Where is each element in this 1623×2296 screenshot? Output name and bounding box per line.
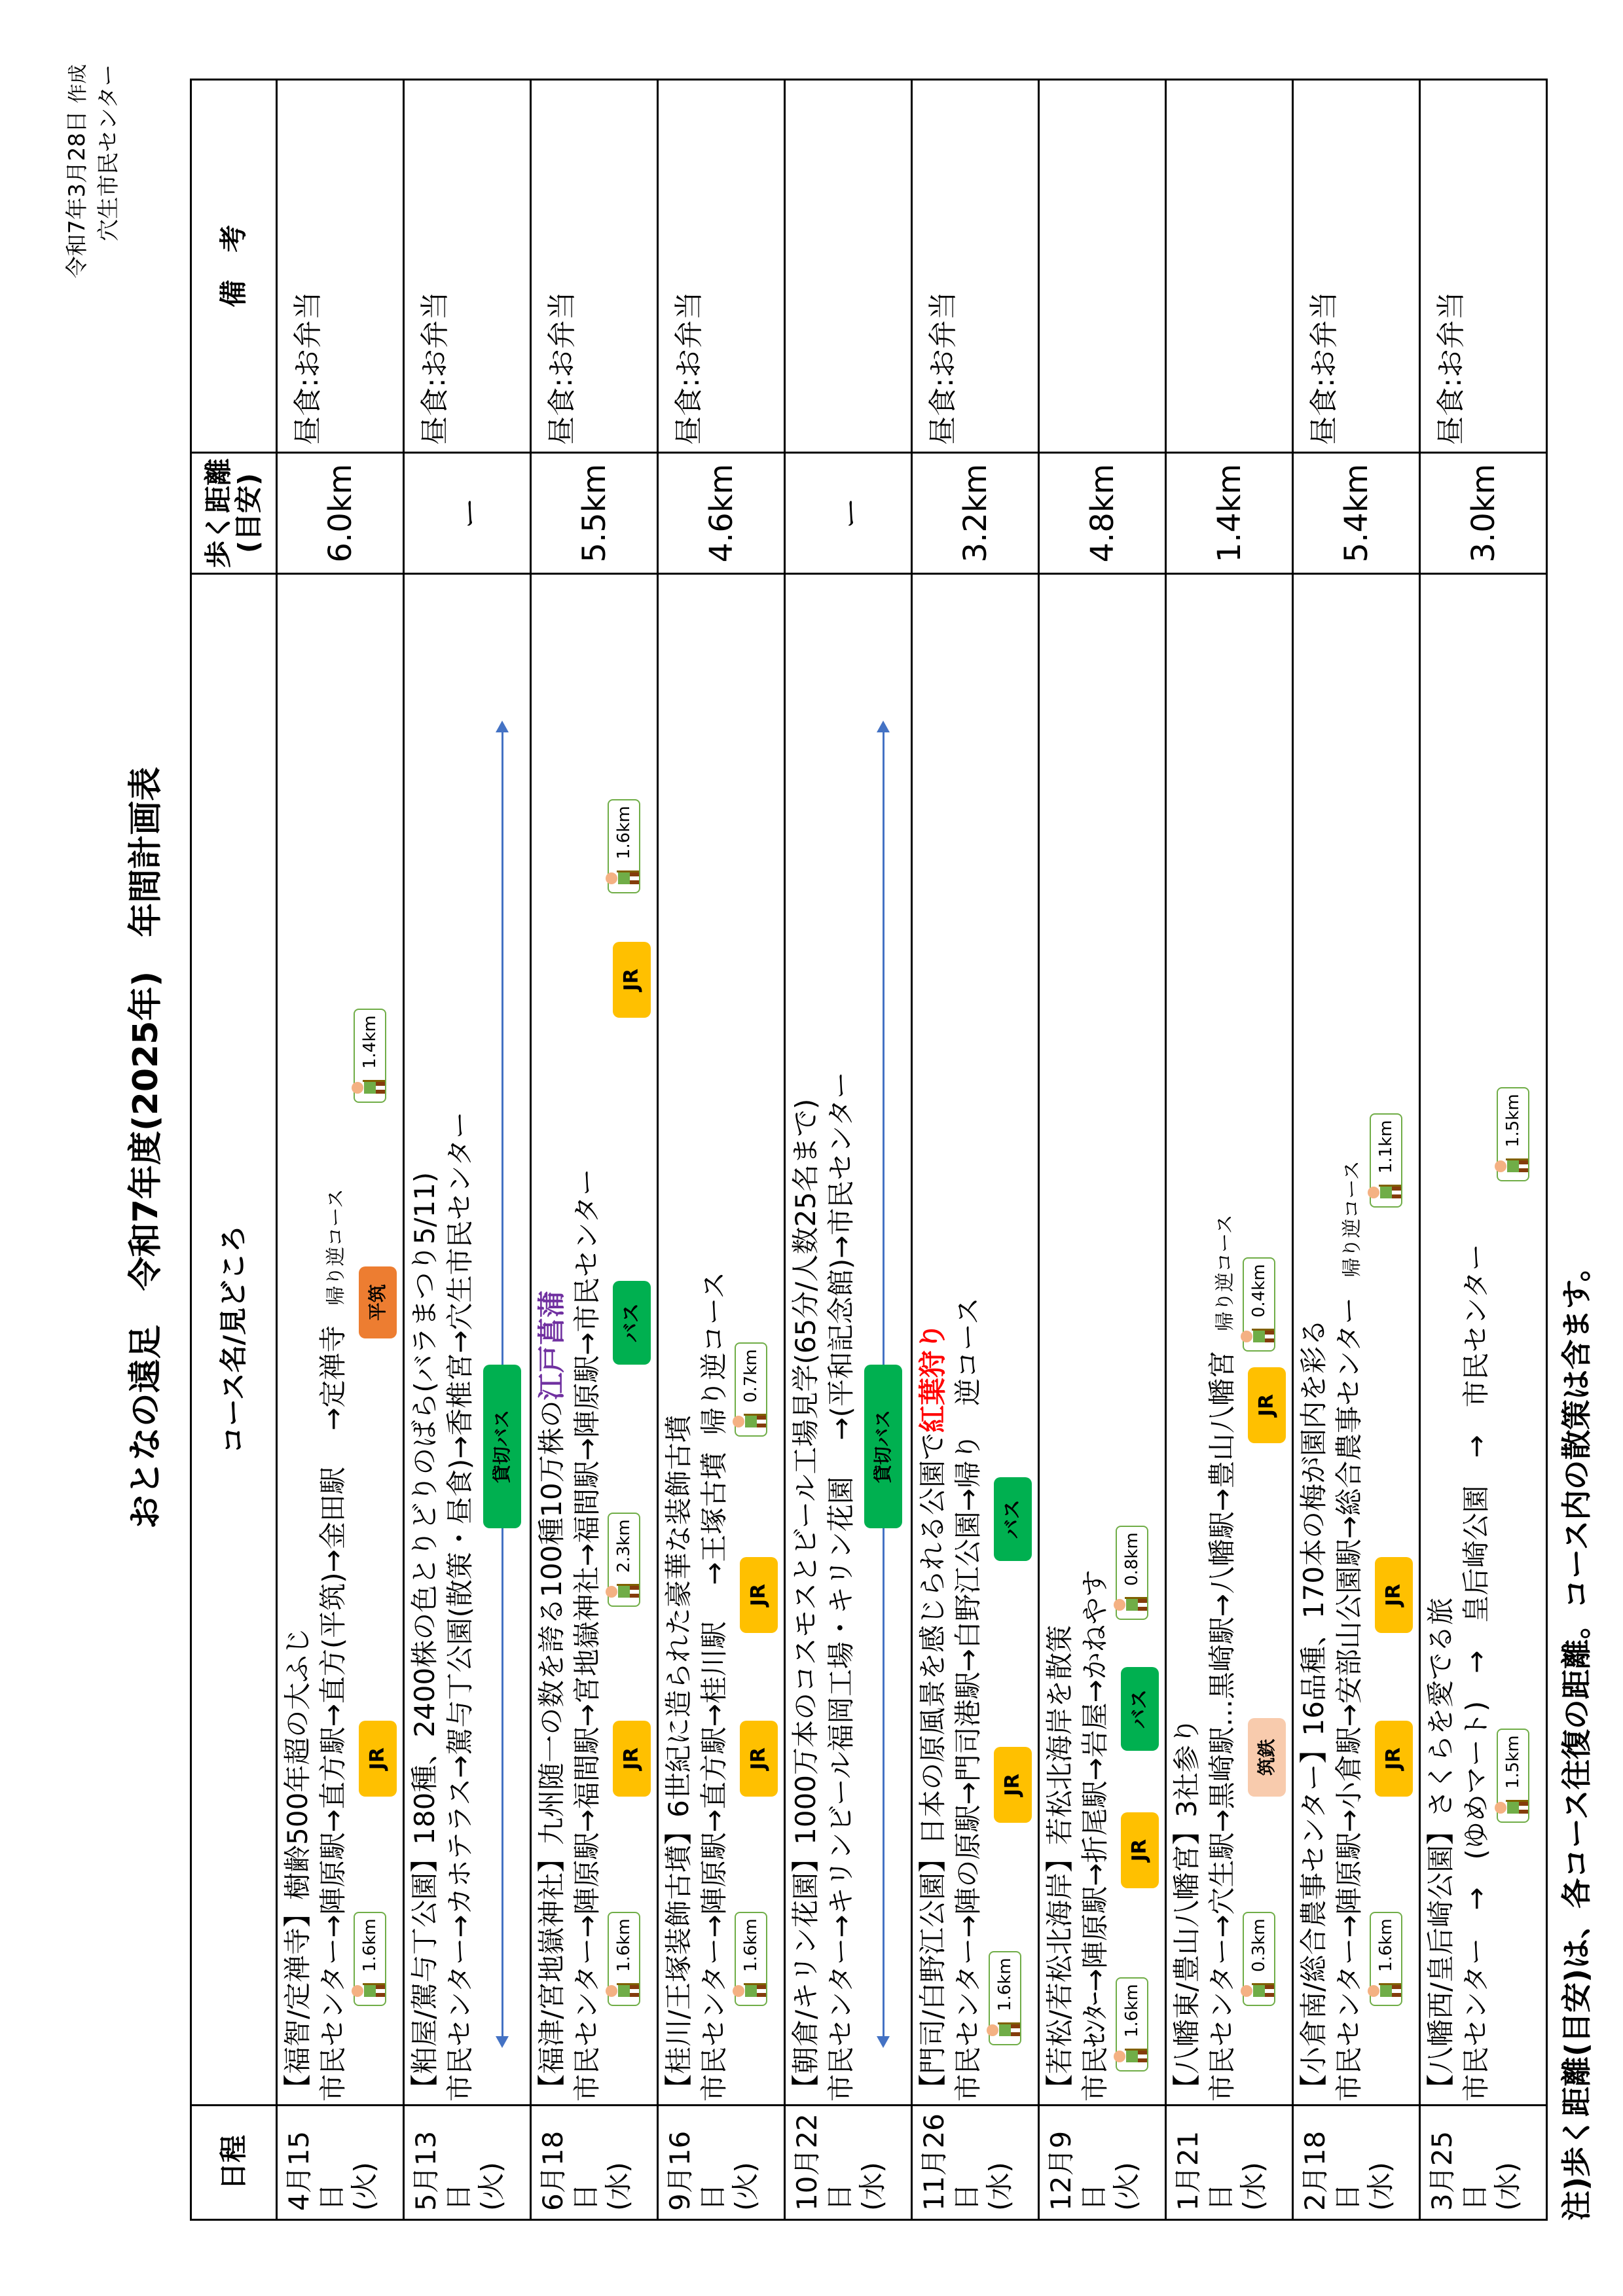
distance-cell: 5.5km bbox=[531, 453, 658, 574]
walk-distance-badge bbox=[735, 1912, 767, 2006]
bus-badge: バス bbox=[994, 1477, 1032, 1561]
date-cell bbox=[404, 2106, 531, 2220]
weekday-text: (火) bbox=[475, 2162, 507, 2211]
weekday-text: (火) bbox=[348, 2162, 380, 2211]
course-cell bbox=[785, 574, 912, 2106]
jr-badge: JR bbox=[613, 1721, 651, 1797]
distance-cell: 5.4km bbox=[1293, 453, 1420, 574]
page-title bbox=[118, 0, 167, 2296]
walk-distance-text: 1.5km bbox=[1503, 1735, 1523, 1789]
bus-badge: バス bbox=[1121, 1667, 1159, 1751]
note-cell: 昼食:お弁当 bbox=[1293, 80, 1420, 453]
jr-badge: JR bbox=[1375, 1721, 1413, 1797]
walk-distance-text: 1.6km bbox=[741, 1918, 761, 1972]
hiker-icon bbox=[604, 1976, 640, 2006]
walk-distance-badge bbox=[608, 1912, 640, 2006]
date-text: 1月21日 bbox=[1172, 2130, 1237, 2211]
title-part3: 年間計画表 bbox=[126, 766, 166, 937]
hiker-icon bbox=[604, 863, 640, 893]
hiker-icon bbox=[1112, 1590, 1148, 1620]
course-title-text: 【福津/宮地嶽神社】九州随一の数を誇る100種10万株の bbox=[536, 1400, 568, 2102]
walk-distance-badge bbox=[1243, 1912, 1275, 2006]
date-text: 12月9日 bbox=[1045, 2130, 1110, 2211]
walk-distance-text: 1.4km bbox=[360, 1015, 380, 1069]
course-title-text: 【門司/白野江公園】日本の原風景を感じられる公園で bbox=[917, 1432, 949, 2102]
weekday-text: (水) bbox=[983, 2162, 1015, 2211]
walk-distance-badge bbox=[608, 1513, 640, 1607]
date-text: 9月16日 bbox=[664, 2130, 729, 2211]
course-highlight: 紅葉狩り bbox=[917, 1322, 949, 1433]
course-return-note: 帰り逆コース bbox=[1341, 1160, 1364, 1278]
distance-cell: 4.6km bbox=[658, 453, 785, 574]
jr-badge: JR bbox=[740, 1721, 778, 1797]
chikutetsu-badge: 筑鉄 bbox=[1248, 1718, 1286, 1797]
date-cell bbox=[531, 2106, 658, 2220]
distance-cell: 6.0km bbox=[277, 453, 404, 574]
distance-cell: 4.8km bbox=[1039, 453, 1166, 574]
course-cell bbox=[1039, 574, 1166, 2106]
course-return-note: 帰り逆コース bbox=[325, 1189, 348, 1306]
table-row bbox=[531, 80, 658, 2220]
distance-cell: ー bbox=[785, 453, 912, 574]
date-cell bbox=[785, 2106, 912, 2220]
hiker-icon bbox=[1112, 2041, 1148, 2072]
course-route-text: 市民センター→穴生駅→黒崎駅…黒崎駅→八幡駅→豊山八幡宮 bbox=[1206, 1350, 1238, 2102]
header-distance-line1: 歩く距離 bbox=[202, 458, 234, 569]
walk-distance-text: 1.5km bbox=[1503, 1094, 1523, 1147]
title-part2: 令和7年度(2025年) bbox=[126, 971, 166, 1291]
table-row bbox=[1166, 80, 1293, 2220]
walk-distance-badge bbox=[735, 1342, 767, 1437]
hiker-icon bbox=[731, 1407, 767, 1437]
course-cell bbox=[1293, 574, 1420, 2106]
date-text: 6月18日 bbox=[537, 2130, 602, 2211]
course-cell bbox=[658, 574, 785, 2106]
header-row bbox=[191, 80, 277, 2220]
course-title: 【若松/若松北海岸】若松北海岸を散策 bbox=[1044, 1624, 1076, 2102]
weekday-text: (水) bbox=[602, 2162, 634, 2211]
jr-badge: JR bbox=[613, 942, 651, 1018]
hiker-icon bbox=[1493, 1151, 1529, 1181]
note-cell: 昼食:お弁当 bbox=[531, 80, 658, 453]
note-cell: 昼食:お弁当 bbox=[658, 80, 785, 453]
course-route-text: 市民センター→陣原駅→直方駅→桂川駅 →王塚古墳 bbox=[698, 1452, 730, 2102]
header-distance bbox=[191, 453, 277, 574]
date-cell bbox=[1293, 2106, 1420, 2220]
date-text: 11月26日 bbox=[918, 2113, 983, 2211]
hiker-icon bbox=[1239, 1321, 1275, 1352]
note-cell bbox=[1166, 80, 1293, 453]
course-route bbox=[1333, 1160, 1369, 2102]
walk-distance-text: 1.6km bbox=[1122, 1984, 1142, 2037]
course-title: 【粕屋/駕与丁公園】180種、2400株の色とりどりのばら(バラまつり5/11) bbox=[409, 1172, 441, 2102]
date-text: 10月22日 bbox=[791, 2113, 856, 2211]
course-route: 市民センター→キリンビール福岡工場・キリン花園 →(平和記念館)→市民センター bbox=[825, 1071, 857, 2102]
course-route-text: 市民センター→陣原駅→小倉駅→安部山公園駅→総合農事センター bbox=[1333, 1297, 1365, 2102]
course-cell bbox=[277, 574, 404, 2106]
walk-distance-badge bbox=[1370, 1912, 1402, 2006]
walk-distance-badge bbox=[1370, 1113, 1402, 1208]
course-return-note: 帰り逆コース bbox=[1214, 1214, 1237, 1331]
course-title: 【桂川/王塚装飾古墳】6世紀に造られた豪華な装飾古墳 bbox=[663, 1415, 695, 2102]
jr-badge: JR bbox=[359, 1721, 397, 1797]
date-cell bbox=[1420, 2106, 1547, 2220]
walk-distance-badge bbox=[1497, 1729, 1529, 1823]
walk-distance-badge bbox=[1116, 1526, 1148, 1620]
walk-distance-text: 2.3km bbox=[614, 1519, 634, 1573]
course-title: 【小倉南/総合農事センター】16品種、170本の梅が園内を彩る bbox=[1298, 1318, 1330, 2102]
walk-distance-badge bbox=[1243, 1257, 1275, 1352]
charter-bus-badge: 貸切バス bbox=[864, 1365, 902, 1528]
organization-name: 穴生市民センター bbox=[96, 64, 122, 242]
course-route-text: 市民センター→陣原駅→直方駅→直方(平筑)→金田駅 →定禅寺 bbox=[317, 1325, 349, 2102]
created-suffix: 作成 bbox=[67, 64, 90, 103]
table-row bbox=[1293, 80, 1420, 2220]
walk-distance-text: 1.6km bbox=[614, 806, 634, 859]
table-row bbox=[1039, 80, 1166, 2220]
title-part1: おとなの遠足 bbox=[126, 1325, 166, 1530]
walk-distance-text: 1.6km bbox=[614, 1918, 634, 1972]
walk-distance-text: 0.4km bbox=[1249, 1264, 1269, 1318]
walk-distance-text: 0.3km bbox=[1249, 1918, 1269, 1972]
weekday-text: (水) bbox=[1237, 2162, 1269, 2211]
walk-distance-badge bbox=[1116, 1977, 1148, 2072]
walk-distance-text: 0.8km bbox=[1122, 1532, 1142, 1586]
walk-distance-text: 1.6km bbox=[995, 1958, 1015, 2011]
footnote: 注)歩く距離(目安)は、各コース往復の距離。コース内の散策は含ます。 bbox=[1559, 1251, 1594, 2221]
weekday-text: (水) bbox=[1491, 2162, 1523, 2211]
charter-bus-badge: 貸切バス bbox=[483, 1365, 521, 1528]
walk-distance-badge bbox=[1497, 1087, 1529, 1181]
bus-badge: バス bbox=[613, 1281, 651, 1365]
author-block bbox=[62, 64, 124, 431]
table-row bbox=[912, 80, 1039, 2220]
note-cell bbox=[1039, 80, 1166, 453]
walk-distance-badge bbox=[354, 1009, 386, 1103]
header-notes: 備 考 bbox=[191, 80, 277, 453]
table-row bbox=[404, 80, 531, 2220]
jr-badge: JR bbox=[994, 1747, 1032, 1823]
course-route bbox=[317, 1189, 353, 2102]
hiker-icon bbox=[1493, 1793, 1529, 1823]
date-cell bbox=[1039, 2106, 1166, 2220]
walk-distance-badge bbox=[989, 1951, 1021, 2045]
distance-cell: 3.2km bbox=[912, 453, 1039, 574]
course-route: 市民ｾﾝﾀｰ→陣原駅→折尾駅→岩屋→かねやす bbox=[1079, 1570, 1111, 2102]
course-route bbox=[1206, 1214, 1242, 2102]
date-cell bbox=[277, 2106, 404, 2220]
table-row bbox=[1420, 80, 1547, 2220]
date-text: 5月13日 bbox=[410, 2130, 475, 2211]
course-route: 市民センター→カホテラス→駕与丁公園(散策・昼食)→香椎宮→穴生市民センター bbox=[444, 1111, 476, 2102]
note-cell: 昼食:お弁当 bbox=[912, 80, 1039, 453]
schedule-table bbox=[190, 79, 1548, 2221]
jr-badge: JR bbox=[1375, 1557, 1413, 1633]
date-text: 4月15日 bbox=[283, 2130, 348, 2211]
note-cell: 昼食:お弁当 bbox=[404, 80, 531, 453]
date-cell bbox=[1166, 2106, 1293, 2220]
course-highlight: 江戸菖蒲 bbox=[536, 1290, 568, 1401]
walk-distance-badge bbox=[608, 799, 640, 893]
hiker-icon bbox=[350, 1976, 386, 2006]
course-cell bbox=[531, 574, 658, 2106]
walk-distance-text: 1.1km bbox=[1376, 1120, 1396, 1174]
course-title: 【福智/定禅寺】樹齢500年超の大ふじ bbox=[282, 1627, 314, 2102]
course-title: 【八幡西/皇后崎公園】さくらを愛でる旅 bbox=[1425, 1597, 1457, 2102]
header-date: 日程 bbox=[191, 2106, 277, 2220]
hiker-icon bbox=[1239, 1976, 1275, 2006]
walk-distance-badge bbox=[354, 1912, 386, 2006]
date-text: 3月25日 bbox=[1426, 2130, 1491, 2211]
course-cell bbox=[404, 574, 531, 2106]
hiker-icon bbox=[985, 2015, 1021, 2045]
course-title: 【八幡東/豊山八幡宮】3社参り bbox=[1171, 1717, 1203, 2102]
course-title bbox=[917, 1323, 949, 2102]
note-cell bbox=[785, 80, 912, 453]
header-course: コース名/見どころ bbox=[191, 574, 277, 2106]
date-cell bbox=[912, 2106, 1039, 2220]
course-return-note: 帰り逆コース bbox=[698, 1271, 730, 1435]
course-cell bbox=[912, 574, 1039, 2106]
course-route bbox=[698, 1272, 731, 2102]
weekday-text: (火) bbox=[1110, 2162, 1142, 2211]
date-cell bbox=[658, 2106, 785, 2220]
jr-badge: JR bbox=[740, 1557, 778, 1633]
hiker-icon bbox=[1366, 1177, 1402, 1208]
table-row bbox=[658, 80, 785, 2220]
weekday-text: (水) bbox=[1364, 2162, 1396, 2211]
weekday-text: (水) bbox=[856, 2162, 888, 2211]
heichiku-badge: 平筑 bbox=[359, 1266, 397, 1338]
jr-badge: JR bbox=[1121, 1812, 1159, 1888]
header-distance-line2: (目安) bbox=[232, 473, 264, 554]
distance-cell: 1.4km bbox=[1166, 453, 1293, 574]
hiker-icon bbox=[1366, 1976, 1402, 2006]
course-route: 市民センター→陣原駅→福間駅→宮地嶽神社→福間駅→陣原駅→市民センター bbox=[571, 1168, 603, 2102]
course-route: 市民センター→陣の原駅→門司港駅→白野江公園→帰り 逆コース bbox=[952, 1297, 984, 2102]
table-row bbox=[785, 80, 912, 2220]
note-cell: 昼食:お弁当 bbox=[277, 80, 404, 453]
hiker-icon bbox=[731, 1976, 767, 2006]
hiker-icon bbox=[604, 1577, 640, 1607]
weekday-text: (火) bbox=[729, 2162, 761, 2211]
note-cell: 昼食:お弁当 bbox=[1420, 80, 1547, 453]
distance-cell: ー bbox=[404, 453, 531, 574]
course-cell bbox=[1166, 574, 1293, 2106]
walk-distance-text: 1.6km bbox=[360, 1918, 380, 1972]
table-row bbox=[277, 80, 404, 2220]
course-title bbox=[536, 1290, 568, 2102]
course-route: 市民センター → (ゆめマート) → 皇后崎公園 → 市民センター bbox=[1460, 1244, 1492, 2102]
course-title: 【朝倉/キリン花園】1000万本のコスモスとビール工場見学(65分/人数25名まで) bbox=[790, 1098, 822, 2102]
walk-distance-text: 1.6km bbox=[1376, 1918, 1396, 1972]
date-text: 2月18日 bbox=[1299, 2130, 1364, 2211]
created-date: 令和7年3月28日 bbox=[64, 110, 90, 279]
distance-cell: 3.0km bbox=[1420, 453, 1547, 574]
jr-badge: JR bbox=[1248, 1367, 1286, 1443]
walk-distance-text: 0.7km bbox=[741, 1349, 761, 1403]
course-cell bbox=[1420, 574, 1547, 2106]
hiker-icon bbox=[350, 1073, 386, 1103]
